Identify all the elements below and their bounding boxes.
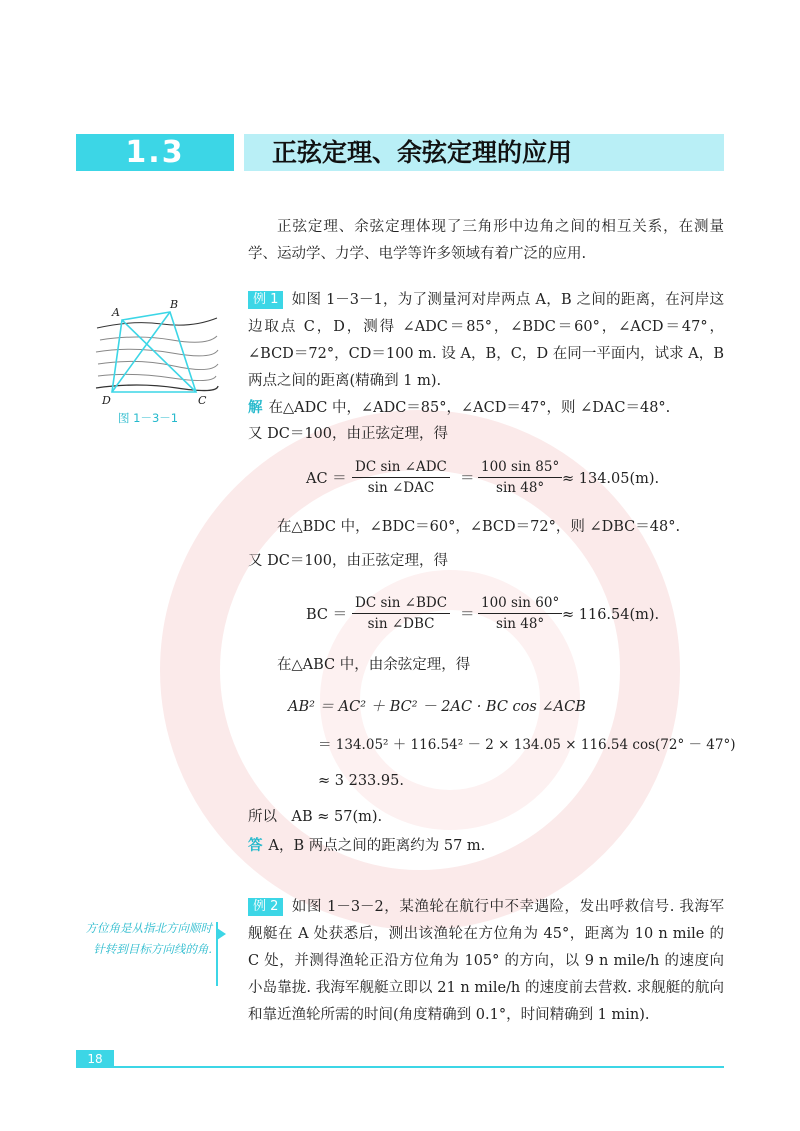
- eq2-equals: ＝: [460, 607, 475, 623]
- footer-rule: [76, 1066, 724, 1068]
- example1-problem: [248, 287, 724, 395]
- solution-line-1-text: 在△ADC 中，∠ADC＝85°，∠ACD＝47°，则 ∠DAC＝48°.: [268, 400, 671, 416]
- solution-line-4: 又 DC＝100，由正弦定理，得: [248, 553, 449, 569]
- eq1-fraction-1: [352, 458, 450, 497]
- eq2-num1: DC sin ∠BDC: [352, 594, 450, 614]
- eq2-result: ≈ 116.54(m).: [562, 607, 660, 623]
- solution-line-5: 在△ABC 中，由余弦定理，得: [277, 657, 471, 673]
- solution-line-1: [248, 394, 670, 422]
- eq1-fraction-2: [478, 458, 562, 497]
- sidenote-arrow-icon: [217, 928, 226, 940]
- conclusion-line: 所以 AB ≈ 57(m).: [248, 809, 383, 825]
- figure-label-a: A: [112, 306, 120, 319]
- figure-label-b: B: [170, 298, 179, 311]
- eq1-num2: 100 sin 85°: [478, 458, 562, 478]
- figure-caption: 图 1－3－1: [118, 411, 179, 425]
- section-title: 正弦定理、余弦定理的应用: [272, 138, 573, 167]
- solution-label: 解: [248, 399, 263, 416]
- eq2-fraction-1: [352, 594, 450, 633]
- figure-label-c: C: [198, 394, 207, 406]
- answer-line: [248, 832, 485, 860]
- eq1-lhs: AC ＝: [306, 471, 347, 487]
- sidenote-azimuth: 方位角是从指北方向顺时针转到目标方向线的角.: [85, 921, 212, 956]
- figure-1-3-1: [92, 296, 222, 406]
- eq2-den2: sin 48°: [496, 616, 545, 632]
- page-number: 18: [76, 1050, 114, 1068]
- example2-tag: 例 2: [248, 898, 283, 916]
- eq3-line-3: ≈ 3 233.95.: [318, 773, 404, 789]
- eq2-den1: sin ∠DBC: [367, 616, 435, 632]
- section-number: 1.3: [76, 134, 234, 171]
- eq1-den2: sin 48°: [496, 480, 545, 496]
- intro-paragraph: 正弦定理、余弦定理体现了三角形中边角之间的相互关系，在测量学、运动学、力学、电学等许多领域有着广泛的应用.: [248, 219, 724, 262]
- answer-label: 答: [248, 837, 263, 854]
- example1-tag: 例 1: [248, 291, 283, 309]
- eq2-num2: 100 sin 60°: [478, 594, 562, 614]
- eq3-line-1: AB² ＝ AC² ＋ BC² － 2AC · BC cos ∠ACB: [288, 699, 586, 715]
- answer-text: A，B 两点之间的距离约为 57 m.: [268, 838, 486, 854]
- eq1-den1: sin ∠DAC: [367, 480, 435, 496]
- eq2-lhs: BC ＝: [306, 607, 348, 623]
- eq3-line-2: ＝ 134.05² ＋ 116.54² － 2 × 134.05 × 116.54 cos(72° － 47°): [318, 737, 736, 753]
- figure-label-d: D: [102, 394, 111, 406]
- solution-line-2: 又 DC＝100，由正弦定理，得: [248, 426, 449, 442]
- eq2-fraction-2: [478, 594, 562, 633]
- eq1-result: ≈ 134.05(m).: [562, 471, 660, 487]
- example1-text: 如图 1－3－1，为了测量河对岸两点 A，B 之间的距离，在河岸这边取点 C，D，测得 ∠ADC＝85°，∠BDC＝60°，∠ACD＝47°，∠BCD＝72°，CD＝100 m. 设 A，B，C，D 在同一平面内，试求 A，B 两点之间的距离(精确到 1 m).: [248, 292, 724, 389]
- eq1-num1: DC sin ∠ADC: [352, 458, 450, 478]
- solution-line-3: 在△BDC 中，∠BDC＝60°，∠BCD＝72°，则 ∠DBC＝48°.: [277, 519, 681, 535]
- eq1-equals: ＝: [460, 471, 475, 487]
- example2-problem: [248, 894, 724, 1029]
- example2-text: 如图 1－3－2，某渔轮在航行中不幸遇险，发出呼救信号. 我海军舰艇在 A 处获悉后，测出该渔轮在方位角为 45°，距离为 10 n mile 的 C 处，并测得渔轮正沿方位角为 105° 的方向，以 9 n mile/h 的速度向小岛靠拢. 我海军舰艇立即以 21 n mile/h 的速度前去营救. 求舰艇的航向和靠近渔轮所需的时间(角度精确到 0.1°，时间精确到 1 min).: [248, 899, 724, 1023]
